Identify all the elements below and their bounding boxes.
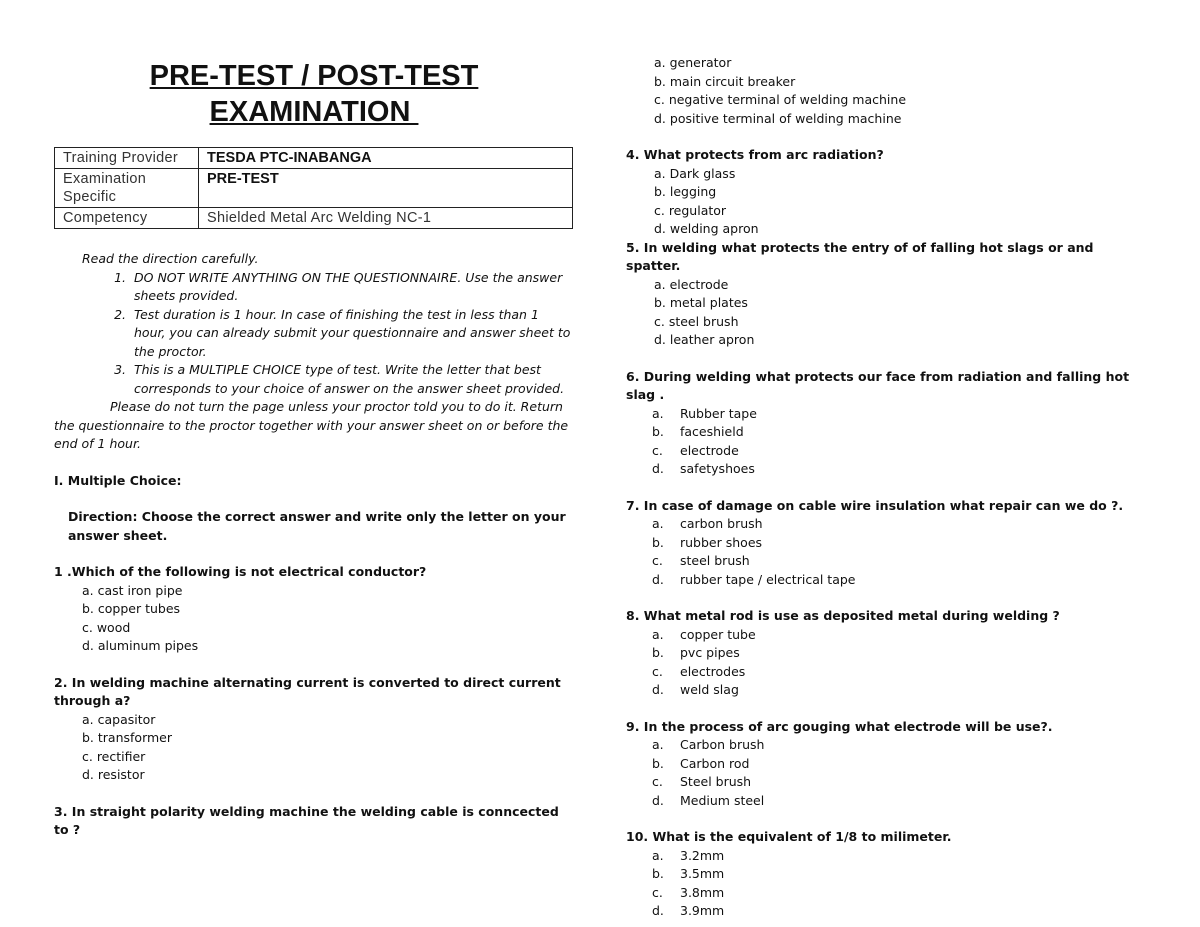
option-d: d. welding apron <box>654 221 759 236</box>
option-letter: b. <box>652 534 664 550</box>
list-item: 1. DO NOT WRITE ANYTHING ON THE QUESTIONNAIRE. Use the answer sheets provided. <box>130 269 574 306</box>
title-line-1: PRE-TEST / POST-TEST <box>149 60 479 92</box>
option-letter: a. <box>652 737 664 752</box>
section-heading: I. Multiple Choice: <box>54 472 182 488</box>
option-c: c. wood <box>82 619 131 635</box>
option-b <box>626 423 1146 442</box>
option-a <box>626 515 1146 534</box>
option-a: a. cast iron pipe <box>82 582 183 598</box>
training-provider-label: Training Provider <box>55 148 199 169</box>
option-c: c. negative terminal of welding machine <box>654 92 907 107</box>
question-3 <box>54 803 574 840</box>
question-6 <box>626 368 1146 479</box>
option-b <box>626 755 1146 774</box>
option-b: b. copper tubes <box>82 601 181 616</box>
question-5 <box>626 239 1146 350</box>
table-row <box>55 208 573 229</box>
option-a: a. Dark glass <box>654 165 736 181</box>
question-text: 7. In case of damage on cable wire insulation what repair can we do ?. <box>626 497 1124 513</box>
option-text: electrode <box>680 442 739 458</box>
question-text: 6. During welding what protects our face from radiation and falling hot slag . <box>626 368 1130 402</box>
option-letter: a. <box>652 516 664 531</box>
option-letter: c. <box>652 442 663 458</box>
option-letter: b. <box>652 755 664 771</box>
option-c: c. steel brush <box>654 313 739 329</box>
option-d <box>626 792 1146 811</box>
option-d: d. resistor <box>82 767 145 782</box>
option-letter: d. <box>652 792 664 808</box>
question-10 <box>626 828 1146 921</box>
option-b <box>626 534 1146 553</box>
option-text: 3.5mm <box>680 866 725 881</box>
option-b <box>626 644 1146 663</box>
option-letter: c. <box>652 884 663 900</box>
examination-label: Examination Specific <box>55 169 199 208</box>
option-text: electrodes <box>680 663 746 679</box>
question-2 <box>54 674 574 785</box>
option-text: Rubber tape <box>680 405 757 421</box>
option-letter: d. <box>652 682 664 697</box>
option-c <box>626 552 1146 571</box>
question-text: 8. What metal rod is use as deposited metal during welding ? <box>626 608 1060 623</box>
directions <box>54 250 574 454</box>
option-text: rubber shoes <box>680 534 763 550</box>
question-7 <box>626 497 1146 590</box>
option-a: a. electrode <box>654 276 729 292</box>
option-text: Medium steel <box>680 792 765 808</box>
option-c <box>626 663 1146 682</box>
option-d <box>626 571 1146 590</box>
option-letter: b. <box>652 424 664 439</box>
option-a: a. capasitor <box>82 711 156 727</box>
option-c: c. rectifier <box>82 748 146 764</box>
directions-heading: Read the direction carefully. <box>82 251 259 266</box>
option-a <box>626 847 1146 866</box>
option-text: weld slag <box>680 682 739 697</box>
section-direction: Direction: Choose the correct answer and write only the letter on your answer sheet. <box>68 509 566 543</box>
option-d: d. leather apron <box>654 332 755 347</box>
option-b: b. main circuit breaker <box>654 73 796 89</box>
examination-value: PRE-TEST <box>199 169 573 208</box>
question-text: 1 .Which of the following is not electrical conductor? <box>54 564 427 579</box>
option-letter: d. <box>652 903 664 918</box>
question-1 <box>54 563 574 656</box>
option-b <box>626 865 1146 884</box>
option-d: d. aluminum pipes <box>82 638 199 653</box>
option-d: d. positive terminal of welding machine <box>654 110 902 126</box>
option-text: Carbon rod <box>680 755 750 771</box>
competency-label: Competency <box>55 208 199 229</box>
option-c: c. regulator <box>654 202 727 218</box>
option-c <box>626 773 1146 792</box>
table-row <box>55 148 573 169</box>
right-column <box>626 54 1146 921</box>
option-text: Carbon brush <box>680 737 765 752</box>
option-text: faceshield <box>680 424 744 439</box>
option-d <box>626 902 1146 921</box>
table-row <box>55 169 573 208</box>
option-text: 3.8mm <box>680 884 725 900</box>
list-item: 3. This is a MULTIPLE CHOICE type of test. Write the letter that best corresponds to your choice of answer on the answer sheet provided. <box>130 361 574 398</box>
option-a <box>626 626 1146 645</box>
question-text: 9. In the process of arc gouging what electrode will be use?. <box>626 718 1053 734</box>
option-a: a. generator <box>654 55 732 70</box>
option-c <box>626 884 1146 903</box>
option-letter: a. <box>652 847 664 863</box>
directions-note: Please do not turn the page unless your proctor told you to do it. Return the questionnaire to the proctor together with your answer sheet on or before the end of 1 hour. <box>54 399 569 451</box>
question-8 <box>626 607 1146 700</box>
option-letter: b. <box>652 866 664 881</box>
option-d <box>626 460 1146 479</box>
title-line-2: EXAMINATION <box>209 96 419 128</box>
option-text: steel brush <box>680 553 750 568</box>
question-9 <box>626 718 1146 811</box>
directions-list <box>54 269 574 399</box>
question-text: 5. In welding what protects the entry of of falling hot slags or and spatter. <box>626 239 1094 273</box>
option-letter: b. <box>652 645 664 660</box>
option-letter: c. <box>652 663 663 679</box>
list-item: 2. Test duration is 1 hour. In case of finishing the test in less than 1 hour, you can already submit your questionnaire and answer sheet to the proctor. <box>130 306 574 362</box>
option-letter: c. <box>652 774 663 789</box>
option-text: copper tube <box>680 626 756 642</box>
option-letter: d. <box>652 461 664 476</box>
question-4 <box>626 146 1146 239</box>
option-text: pvc pipes <box>680 645 740 660</box>
option-text: 3.9mm <box>680 903 725 918</box>
question-text: 3. In straight polarity welding machine the welding cable is conncected to ? <box>54 803 559 837</box>
question-3-options <box>626 54 1146 128</box>
option-d <box>626 681 1146 700</box>
option-letter: d. <box>652 571 664 587</box>
option-a <box>626 405 1146 424</box>
option-text: 3.2mm <box>680 847 725 863</box>
option-b: b. metal plates <box>654 295 748 310</box>
option-text: rubber tape / electrical tape <box>680 571 856 587</box>
exam-title <box>54 58 574 130</box>
question-text: 2. In welding machine alternating current is converted to direct current through a? <box>54 674 561 708</box>
option-letter: a. <box>652 626 664 642</box>
question-text: 4. What protects from arc radiation? <box>626 147 884 162</box>
option-text: carbon brush <box>680 516 763 531</box>
option-letter: c. <box>652 553 663 568</box>
option-c <box>626 442 1146 461</box>
option-text: safetyshoes <box>680 461 755 476</box>
question-text: 10. What is the equivalent of 1/8 to milimeter. <box>626 829 952 844</box>
left-column <box>54 58 574 840</box>
info-table <box>54 147 573 229</box>
training-provider-value: TESDA PTC-INABANGA <box>199 148 573 169</box>
option-b: b. transformer <box>82 730 172 745</box>
option-a <box>626 736 1146 755</box>
option-text: Steel brush <box>680 774 752 789</box>
option-b: b. legging <box>654 184 717 199</box>
option-letter: a. <box>652 405 664 421</box>
competency-value: Shielded Metal Arc Welding NC-1 <box>199 208 573 229</box>
